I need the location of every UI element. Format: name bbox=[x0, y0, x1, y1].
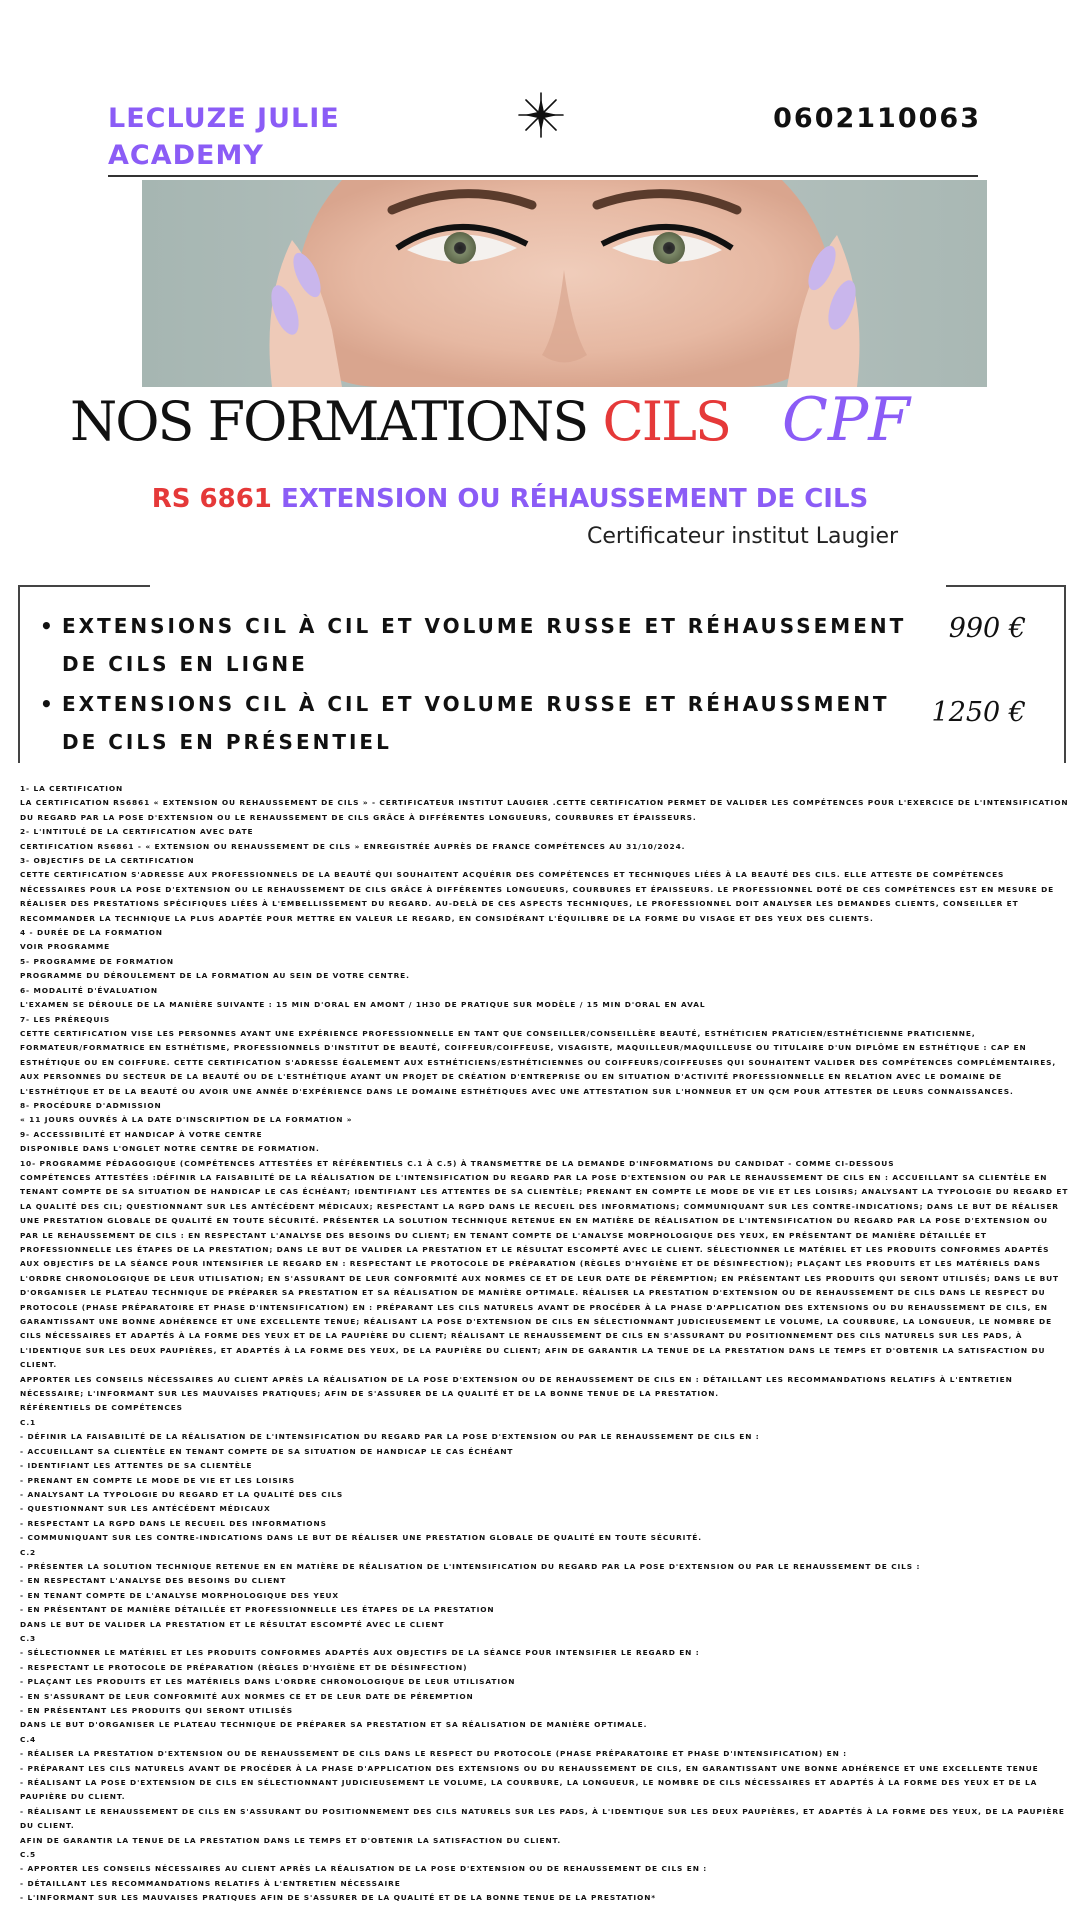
details-line: C.4 bbox=[20, 1734, 37, 1744]
details-line: - RÉALISANT LE REHAUSSEMENT DE CILS EN S'ASSURANT DU POSITIONNEMENT DES CILS NATURELS SUR LES PADS, À L'IDENTIQUE SUR LES DEUX PAUPIÈRES, ET ADAPTÉS À LA FORME DES YEUX, DE LA PAUPIÈRE DU CLIENT. bbox=[20, 1806, 1065, 1831]
offer-price: 1250 € bbox=[931, 697, 1026, 728]
details-line: 7- LES PRÉREQUIS bbox=[20, 1014, 111, 1024]
details-line: C.3 bbox=[20, 1633, 37, 1643]
details-line: - SÉLECTIONNER LE MATÉRIEL ET LES PRODUITS CONFORMES ADAPTÉS AUX OBJECTIFS DE LA SÉANCE POUR INTENSIFIER LE REGARD EN : bbox=[20, 1648, 700, 1658]
hero-photo bbox=[142, 180, 987, 387]
details-line: - QUESTIONNANT SUR LES ANTÉCÉDENT MÉDICAUX bbox=[20, 1504, 271, 1514]
details-line: 1- LA CERTIFICATION bbox=[20, 784, 124, 793]
details-line: « 11 JOURS OUVRÉS À LA DATE D'INSCRIPTION DE LA FORMATION » bbox=[20, 1115, 353, 1125]
details-line: - EN RESPECTANT L'ANALYSE DES BESOINS DU CLIENT bbox=[20, 1576, 287, 1586]
details-line: - IDENTIFIANT LES ATTENTES DE SA CLIENTÈLE bbox=[20, 1461, 253, 1471]
title-accent: CILS bbox=[602, 390, 730, 453]
details-line: - PLAÇANT LES PRODUITS ET LES MATÉRIELS DANS L'ORDRE CHRONOLOGIQUE DE LEUR UTILISATION bbox=[20, 1677, 516, 1687]
offer-label: EXTENSIONS CIL À CIL ET VOLUME RUSSE ET RÉHAUSSEMENT DE CILS EN LIGNE bbox=[62, 614, 907, 676]
offer-label: EXTENSIONS CIL À CIL ET VOLUME RUSSE ET RÉHAUSSMENT DE CILS EN PRÉSENTIEL bbox=[62, 692, 890, 754]
details-line: - DÉFINIR LA FAISABILITÉ DE LA RÉALISATION DE L'INTENSIFICATION DU REGARD PAR LA POSE D'EXTENSION OU PAR LE REHAUSSEMENT DE CILS EN : bbox=[20, 1432, 760, 1442]
details-line: AFIN DE GARANTIR LA TENUE DE LA PRESTATION DANS LE TEMPS ET D'OBTENIR LA SATISFACTION DU CLIENT. bbox=[20, 1835, 562, 1845]
certification-code: RS 6861 bbox=[151, 484, 272, 514]
offer-item-presentiel bbox=[40, 685, 920, 761]
details-line: C.5 bbox=[20, 1850, 37, 1860]
details-line: 6- MODALITÉ D'ÉVALUATION bbox=[20, 985, 159, 995]
header-divider bbox=[108, 175, 978, 177]
page-title bbox=[70, 390, 730, 453]
bullet-icon: • bbox=[40, 692, 56, 716]
details-line: - PRÉSENTER LA SOLUTION TECHNIQUE RETENUE EN EN MATIÈRE DE RÉALISATION DE L'INTENSIFICATION DU REGARD PAR LA POSE D'EXTENSION OU PAR LE REHAUSSEMENT DE CILS : bbox=[20, 1561, 921, 1571]
details-line: C.2 bbox=[20, 1547, 37, 1557]
details-line: - COMMUNIQUANT SUR LES CONTRE-INDICATIONS DANS LE BUT DE RÉALISER UNE PRESTATION GLOBALE DE QUALITÉ EN TOUTE SÉCURITÉ. bbox=[20, 1533, 702, 1543]
box-border bbox=[1064, 585, 1066, 763]
details-line: - RESPECTANT LE PROTOCOLE DE PRÉPARATION (RÈGLES D'HYGIÈNE ET DE DÉSINFECTION) bbox=[20, 1662, 468, 1672]
details-line: CETTE CERTIFICATION S'ADRESSE AUX PROFESSIONNELS DE LA BEAUTÉ QUI SOUHAITENT ACQUÉRIR DES COMPÉTENCES ET TECHNIQUES LIÉES À LA BEAUTÉ DES CILS. ELLE ATTESTE DE COMPÉTENCES NÉCESSAIRES POUR LA POSE D'EXTENSION OU LE REHAUSSEMENT DE CILS GRÂCE À DIFFÉRENTES LONGUEURS, COURBURES ET ÉPAISSEURS. LE PROFESSIONNEL DOTÉ DE CES COMPÉTENCES EST EN MESURE DE RÉALISER DES PRESTATIONS SPÉCIFIQUES LIÉES À L'EMBELLISSEMENT DU REGARD. AU-DELÀ DE CES ASPECTS TECHNIQUES, LE PROFESSIONNEL DOIT ANALYSER LES DEMANDES CLIENTS, CONSEILLER ET RECOMMANDER LA TECHNIQUE LA PLUS ADAPTÉE POUR METTRE EN VALEUR LE REGARD, EN CONSIDÉRANT L'ÉQUILIBRE DE LA FORME DU VISAGE ET DES YEUX DES CLIENTS. bbox=[20, 870, 1055, 923]
details-line: - RESPECTANT LA RGPD DANS LE RECUEIL DES INFORMATIONS bbox=[20, 1518, 327, 1528]
details-line: DANS LE BUT DE VALIDER LA PRESTATION ET LE RÉSULTAT ESCOMPTÉ AVEC LE CLIENT bbox=[20, 1619, 445, 1629]
details-line: CERTIFICATION RS6861 - « EXTENSION OU REHAUSSEMENT DE CILS » ENREGISTRÉE AUPRÈS DE FRANCE COMPÉTENCES AU 31/10/2024. bbox=[20, 841, 686, 851]
star-icon bbox=[518, 92, 564, 138]
details-line: 4 - DURÉE DE LA FORMATION bbox=[20, 928, 163, 938]
details-line: PROGRAMME DU DÉROULEMENT DE LA FORMATION AU SEIN DE VOTRE CENTRE. bbox=[20, 971, 410, 981]
details-line: VOIR PROGRAMME bbox=[20, 942, 111, 952]
details-line: - ANALYSANT LA TYPOLOGIE DU REGARD ET LA QUALITÉ DES CILS bbox=[20, 1489, 344, 1499]
phone-number[interactable]: 0602110063 bbox=[773, 103, 981, 134]
details-line: DISPONIBLE DANS L'ONGLET NOTRE CENTRE DE FORMATION. bbox=[20, 1144, 320, 1154]
bullet-icon: • bbox=[40, 614, 56, 638]
details-line: APPORTER LES CONSEILS NÉCESSAIRES AU CLIENT APRÈS LA RÉALISATION DE LA POSE D'EXTENSION OU DE REHAUSSEMENT DE CILS EN : DÉTAILLANT LES RECOMMANDATIONS RELATIFS À L'ENTRETIEN NÉCESSAIRE; L'INFORMANT SUR LES MAUVAISES PRATIQUES; AFIN DE S'ASSURER DE LA QUALITÉ ET DE LA BONNE TENUE DE LA PRESTATION. bbox=[20, 1374, 1013, 1399]
title-main: NOS FORMATIONS bbox=[70, 390, 588, 453]
details-line: - EN PRÉSENTANT LES PRODUITS QUI SERONT UTILISÉS bbox=[20, 1706, 293, 1715]
details-line: - EN S'ASSURANT DE LEUR CONFORMITÉ AUX NORMES CE ET DE LEUR DATE DE PÉREMPTION bbox=[20, 1691, 474, 1701]
details-line: - APPORTER LES CONSEILS NÉCESSAIRES AU CLIENT APRÈS LA RÉALISATION DE LA POSE D'EXTENSION OU DE REHAUSSEMENT DE CILS EN : bbox=[20, 1864, 708, 1874]
box-border bbox=[18, 585, 150, 587]
box-border bbox=[946, 585, 1066, 587]
details-line: LA CERTIFICATION RS6861 « EXTENSION OU REHAUSSEMENT DE CILS » - CERTIFICATEUR INSTITUT LAUGIER .CETTE CERTIFICATION PERMET DE VALIDER LES COMPÉTENCES POUR L'EXERCICE DE L'INTENSIFICATION DU REGARD PAR LA POSE D'EXTENSION OU LE REHAUSSEMENT DE CILS GRÂCE À DIFFÉRENTES LONGUEURS, COURBURES ET ÉPAISSEURS. bbox=[20, 798, 1069, 822]
offer-price: 990 € bbox=[948, 613, 1026, 644]
certifier-label: Certificateur institut Laugier bbox=[587, 524, 899, 549]
details-line: 3- OBJECTIFS DE LA CERTIFICATION bbox=[20, 856, 195, 866]
details-line: 2- L'INTITULÉ DE LA CERTIFICATION AVEC DATE bbox=[20, 827, 254, 837]
details-line: - PRENANT EN COMPTE LE MODE DE VIE ET LES LOISIRS bbox=[20, 1475, 296, 1485]
details-line: COMPÉTENCES ATTESTÉES :DÉFINIR LA FAISABILITÉ DE LA RÉALISATION DE L'INTENSIFICATION DU REGARD PAR LA POSE D'EXTENSION OU PAR LE REHAUSSEMENT DE CILS EN : ACCUEILLANT SA CLIENTÈLE EN TENANT COMPTE DE SA SITUATION DE HANDICAP LE CAS ÉCHÉANT; IDENTIFIANT LES ATTENTES DE SA CLIENTÈLE; PRENANT EN COMPTE LE MODE DE VIE ET LES LOISIRS; ANALYSANT LA TYPOLOGIE DU REGARD ET LA QUALITÉ DES CIL; QUESTIONNANT SUR LES ANTÉCÉDENT MÉDICAUX; RESPECTANT LA RGPD DANS LE RECUEIL DES INFORMATIONS; COMMUNIQUANT SUR LES CONTRE-INDICATIONS; DANS LE BUT DE RÉALISER UNE PRESTATION GLOBALE DE QUALITÉ EN TOUTE SÉCURITÉ. PRÉSENTER LA SOLUTION TECHNIQUE RETENUE EN EN MATIÈRE DE RÉALISATION DE L'INTENSIFICATION DU REGARD PAR LA POSE D'EXTENSION OU PAR LE REHAUSSEMENT DE CILS : EN RESPECTANT L'ANALYSE DES BESOINS DU CLIENT; EN TENANT COMPTE DE L'ANALYSE MORPHOLOGIQUE DES YEUX, EN PRÉSENTANT DE MANIÈRE DÉTAILLÉE ET PROFESSIONNELLE LES ÉTAPES DE LA PRESTATION; DANS LE BUT DE VALIDER LA PRESTATION ET LE RÉSULTAT ESCOMPTÉ AVEC LE CLIENT. SÉLECTIONNER LE MATÉRIEL ET LES PRODUITS CONFORMES ADAPTÉS AUX OBJECTIFS DE LA SÉANCE POUR INTENSIFIER LE REGARD EN : RESPECTANT LE PROTOCOLE DE PRÉPARATION (RÈGLES D'HYGIÈNE ET DE DÉSINFECTION); PLAÇANT LES PRODUITS ET LES MATÉRIELS DANS L'ORDRE CHRONOLOGIQUE DE LEUR UTILISATION; EN S'ASSURANT DE LEUR CONFORMITÉ AUX NORMES CE ET DE LEUR DATE DE PÉREMPTION; EN PRÉSENTANT LES PRODUITS QUI SERONT UTILISÉS; DANS LE BUT D'ORGANISER LE PLATEAU TECHNIQUE DE PRÉPARER SA PRESTATION ET SA RÉALISATION DE MANIÈRE OPTIMALE. RÉALISER LA PRESTATION D'EXTENSION OU DE REHAUSSEMENT DE CILS DANS LE RESPECT DU PROTOCOLE (PHASE PRÉPARATOIRE ET PHASE D'INTENSIFICATION) EN : PRÉPARANT LES CILS NATURELS AVANT DE PROCÉDER À LA PHASE D'APPLICATION DES EXTENSIONS OU DU REHAUSSEMENT DE CILS, EN GARANTISSANT UNE BONNE ADHÉRENCE ET UNE EXCELLENTE TENUE; RÉALISANT LA POSE D'EXTENSION DE CILS EN SÉLECTIONNANT JUDICIEUSEMENT LE VOLUME, LA COURBURE, LA LONGUEUR, LE NOMBRE DE CILS NÉCESSAIRES ET ADAPTÉS À LA FORME DES YEUX ET DE LA PAUPIÈRE DU CLIENT; RÉALISANT LE REHAUSSEMENT DE CILS EN S'ASSURANT DU POSITIONNEMENT DES CILS NATURELS SUR LES PADS, À L'IDENTIQUE SUR LES DEUX PAUPIÈRES, ET ADAPTÉS À LA FORME DES YEUX, DE LA PAUPIÈRE DU CLIENT; AFIN DE GARANTIR LA TENUE DE LA PRESTATION DANS LE TEMPS ET D'OBTENIR LA SATISFACTION DU CLIENT. bbox=[20, 1172, 1069, 1370]
details-line: - RÉALISANT LA POSE D'EXTENSION DE CILS EN SÉLECTIONNANT JUDICIEUSEMENT LE VOLUME, LA COURBURE, LA LONGUEUR, LE NOMBRE DE CILS NÉCESSAIRES ET ADAPTÉS À LA FORME DES YEUX ET DE LA PAUPIÈRE DU CLIENT. bbox=[20, 1778, 1038, 1802]
cpf-badge: CPF bbox=[782, 385, 910, 455]
details-line: - L'INFORMANT SUR LES MAUVAISES PRATIQUES AFIN DE S'ASSURER DE LA QUALITÉ ET DE LA BONNE TENUE DE LA PRESTATION* bbox=[20, 1893, 657, 1903]
details-line: 10- PROGRAMME PÉDAGOGIQUE (COMPÉTENCES ATTESTÉES ET RÉFÉRENTIELS C.1 À C.5) À TRANSMETTRE DE LA DEMANDE D'INFORMATIONS DU CANDIDAT - COMME CI-DESSOUS bbox=[20, 1158, 895, 1168]
details-line: - PRÉPARANT LES CILS NATURELS AVANT DE PROCÉDER À LA PHASE D'APPLICATION DES EXTENSIONS OU DU REHAUSSEMENT DE CILS, EN GARANTISSANT UNE BONNE ADHÉRENCE ET UNE EXCELLENTE TENUE bbox=[20, 1763, 1039, 1773]
offer-item-online bbox=[40, 607, 920, 683]
details-line: - EN PRÉSENTANT DE MANIÈRE DÉTAILLÉE ET PROFESSIONNELLE LES ÉTAPES DE LA PRESTATION bbox=[20, 1605, 495, 1615]
details-line: - DÉTAILLANT LES RECOMMANDATIONS RELATIFS À L'ENTRETIEN NÉCESSAIRE bbox=[20, 1878, 401, 1888]
details-line: C.1 bbox=[20, 1417, 37, 1427]
offers-box bbox=[18, 585, 1066, 763]
certification-details bbox=[20, 782, 1070, 1906]
details-line: 9- ACCESSIBILITÉ ET HANDICAP À VOTRE CENTRE bbox=[20, 1129, 263, 1139]
box-border bbox=[18, 585, 20, 763]
details-line: 5- PROGRAMME DE FORMATION bbox=[20, 956, 175, 966]
details-line: - RÉALISER LA PRESTATION D'EXTENSION OU DE REHAUSSEMENT DE CILS DANS LE RESPECT DU PROTOCOLE (PHASE PRÉPARATOIRE ET PHASE D'INTENSIFICATION) EN : bbox=[20, 1749, 848, 1759]
brand-name: LECLUZE JULIE ACADEMY bbox=[108, 103, 340, 171]
details-line: L'EXAMEN SE DÉROULE DE LA MANIÈRE SUIVANTE : 15 MIN D'ORAL EN AMONT / 1H30 DE PRATIQUE SUR MODÈLE / 15 MIN D'ORAL EN AVAL bbox=[20, 1000, 706, 1010]
details-line: - EN TENANT COMPTE DE L'ANALYSE MORPHOLOGIQUE DES YEUX bbox=[20, 1590, 340, 1600]
certification-heading bbox=[150, 480, 870, 518]
details-line: 8- PROCÉDURE D'ADMISSION bbox=[20, 1100, 162, 1110]
certification-name: EXTENSION OU RÉHAUSSEMENT DE CILS bbox=[280, 484, 869, 514]
details-line: - ACCUEILLANT SA CLIENTÈLE EN TENANT COMPTE DE SA SITUATION DE HANDICAP LE CAS ÉCHÉANT bbox=[20, 1446, 514, 1456]
details-line: CETTE CERTIFICATION VISE LES PERSONNES AYANT UNE EXPÉRIENCE PROFESSIONNELLE EN TANT QUE CONSEILLER/CONSEILLÈRE BEAUTÉ, ESTHÉTICIEN PRATICIEN/ESTHÉTICIENNE PRATICIENNE, FORMATEUR/FORMATRICE EN ESTHÉTISME, PROFESSIONNELS D'INSTITUT DE BEAUTÉ, COIFFEUR/COIFFEUSE, VISAGISTE, MAQUILLEUR/MAQUILLEUSE OU TITULAIRE D'UN DIPLÔME EN ESTHÉTIQUE : CAP EN ESTHÉTIQUE OU EN COIFFURE. CETTE CERTIFICATION S'ADRESSE ÉGALEMENT AUX ESTHÉTICIENS/ESTHÉTICIENNES OU COIFFEURS/COIFFEUSES QUI SOUHAITENT VALIDER DES COMPÉTENCES COMPLÉMENTAIRES, AUX PERSONNES DU SECTEUR DE LA BEAUTÉ OU DE L'ESTHÉTIQUE AYANT UN PROJET DE CRÉATION D'ENTREPRISE OU EN SITUATION D'ACTIVITÉ PROFESSIONNELLE EN RELATION AVEC LE DOMAINE DE L'ESTHÉTIQUE ET DE LA BEAUTÉ OU AVOIR UNE ANNÉE D'EXPÉRIENCE DANS LE DOMAINE ESTHÉTIQUES AVEC UNE ATTESTATION SUR L'HONNEUR ET UN QCM POUR ATTESTER DE LEURS CONNAISSANCES. bbox=[20, 1028, 1057, 1096]
details-line: DANS LE BUT D'ORGANISER LE PLATEAU TECHNIQUE DE PRÉPARER SA PRESTATION ET SA RÉALISATION DE MANIÈRE OPTIMALE. bbox=[20, 1720, 648, 1730]
details-line: RÉFÉRENTIELS DE COMPÉTENCES bbox=[20, 1403, 183, 1413]
